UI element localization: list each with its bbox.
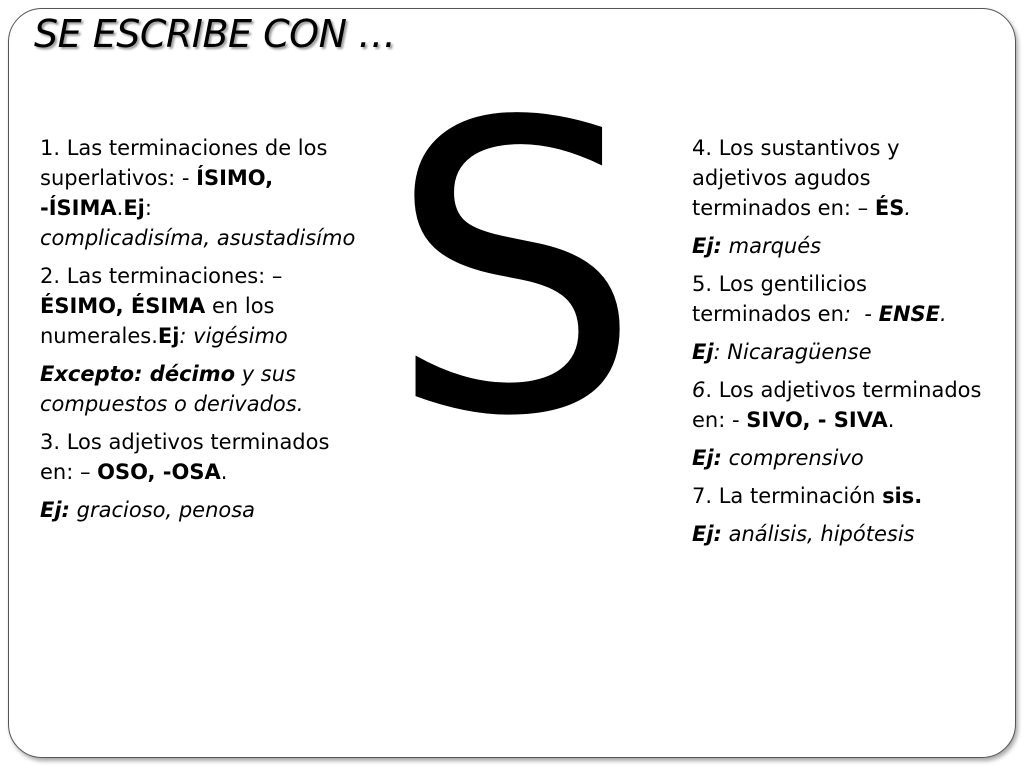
rule-5-ending: ENSE: [878, 302, 940, 326]
rule-5: [692, 269, 982, 329]
rule-1-dot: .: [116, 196, 124, 220]
rule-1-number: 1: [40, 136, 54, 160]
rule-4: [692, 133, 982, 223]
rule-4-ej-label: Ej:: [692, 234, 722, 258]
rule-6-number: 6: [692, 378, 706, 402]
rule-4-dot: .: [904, 196, 912, 220]
rule-6-ej-label: Ej:: [692, 446, 722, 470]
rule-1-ej-label: Ej: [123, 196, 145, 220]
rule-2-text: 2. Las terminaciones: –: [40, 264, 283, 288]
rule-6-dot: .: [887, 408, 895, 432]
rule-1-example: complicadisíma, asustadisímo: [40, 226, 356, 250]
rule-1: [40, 133, 360, 253]
rule-4-example-text: marqués: [721, 234, 822, 258]
rule-4-text: 4. Los sustantivos y adjetivos agudos terminados en: –: [692, 136, 900, 220]
rule-3-example: [40, 495, 360, 525]
rule-3-example-text: gracioso, penosa: [69, 498, 256, 522]
rule-2-exception: [40, 359, 360, 419]
rule-2: [40, 261, 360, 351]
rule-3-ending: OSO, -OSA: [97, 460, 221, 484]
rule-7: [692, 481, 982, 511]
rule-3-dot: .: [220, 460, 228, 484]
rule-5-dot: .: [940, 302, 947, 326]
rule-4-ending: ÉS: [874, 196, 905, 220]
right-column: [692, 133, 982, 557]
rule-5-colon: :: [843, 302, 851, 326]
rule-2-text-2: en los numerales.: [40, 294, 275, 348]
rule-6-example: [692, 443, 982, 473]
rule-3-text: 3. Los adjetivos terminados en: –: [40, 430, 330, 484]
rule-5-example-text: : Nicaragüense: [713, 340, 872, 364]
rule-5-text: 5. Los gentilicios terminados en: [692, 272, 867, 326]
rule-1-ending: ÍSIMO, -ÍSIMA: [40, 166, 274, 220]
slide-title: SE ESCRIBE CON …: [34, 12, 396, 56]
big-letter-s: S: [388, 39, 642, 504]
rule-5-dash: -: [851, 302, 879, 326]
rule-6-ending: SIVO, - SIVA: [746, 408, 888, 432]
rule-3: [40, 427, 360, 487]
rule-4-example: [692, 231, 982, 261]
rule-6: [692, 375, 982, 435]
rule-5-ej-label: Ej: [692, 340, 714, 364]
rule-3-ej-label: Ej:: [40, 498, 70, 522]
rule-7-ending: sis.: [882, 484, 923, 508]
rule-7-example: [692, 519, 982, 549]
rule-2-example: : vigésimo: [179, 324, 288, 348]
rule-7-example-text: análisis, hipótesis: [721, 522, 915, 546]
rule-2-ending: ÉSIMO, ÉSIMA: [40, 294, 206, 318]
rule-1-colon: :: [144, 196, 152, 220]
rule-7-text: 7. La terminación: [692, 484, 883, 508]
exception-text: y sus compuestos o derivados.: [40, 362, 304, 416]
rule-1-text: . Las terminaciones de los superlativos: -: [40, 136, 328, 190]
left-column: [40, 133, 360, 533]
rule-5-example: [692, 337, 982, 367]
rule-6-example-text: comprensivo: [721, 446, 864, 470]
rule-2-ej-label: Ej: [157, 324, 180, 348]
rule-7-ej-label: Ej:: [692, 522, 722, 546]
exception-label: Excepto: décimo: [40, 362, 236, 386]
rule-6-text: . Los adjetivos terminados en: -: [692, 378, 982, 432]
